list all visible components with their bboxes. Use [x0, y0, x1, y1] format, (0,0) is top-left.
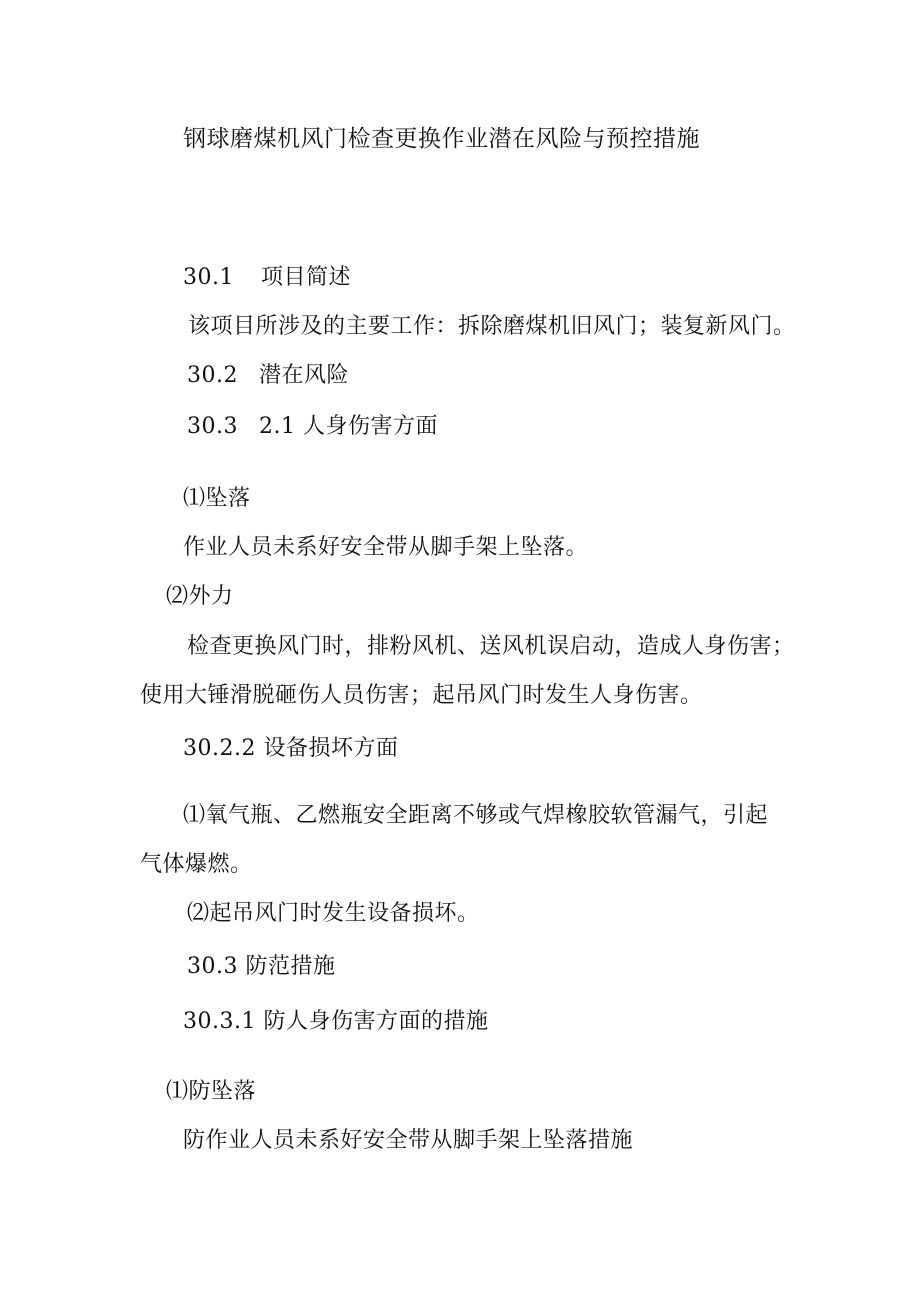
section-title: 项目简述	[261, 265, 352, 290]
external-force-heading: ⑵外力	[166, 584, 234, 609]
fall-text: 作业人员未系好安全带从脚手架上坠落。	[183, 535, 589, 560]
prevention-sub-heading: 30.3.1 防人身伤害方面的措施	[183, 1009, 489, 1034]
section-title: 2.1 人身伤害方面	[259, 414, 438, 439]
external-force-text-line-1: 检查更换风门时，排粉风机、送风机误启动，造成人身伤害；	[187, 634, 795, 659]
project-description-text: 该项目所涉及的主要工作：拆除磨煤机旧风门；装复新风门。	[188, 314, 796, 339]
section-number: 30.2	[187, 363, 238, 388]
fall-heading: ⑴坠落	[183, 486, 251, 511]
section-number: 30.3	[187, 414, 238, 439]
equipment-damage-heading: 30.2.2 设备损坏方面	[183, 736, 399, 761]
section-title: 潜在风险	[259, 363, 350, 388]
equipment-item-2: ⑵起吊风门时发生设备损坏。	[187, 901, 480, 926]
external-force-text-line-2: 使用大锤滑脱砸伤人员伤害；起吊风门时发生人身伤害。	[140, 683, 703, 708]
prevention-heading: 30.3 防范措施	[187, 954, 336, 979]
prevent-fall-text: 防作业人员未系好安全带从脚手架上坠落措施	[183, 1128, 634, 1153]
equipment-item-1-line-1: ⑴氧气瓶、乙燃瓶安全距离不够或气焊橡胶软管漏气，引起	[183, 803, 769, 828]
equipment-item-1-line-2: 气体爆燃。	[140, 852, 253, 877]
section-30-2-heading	[187, 361, 349, 391]
section-number: 30.1	[183, 265, 234, 290]
prevent-fall-heading: ⑴防坠落	[166, 1079, 257, 1104]
document-title: 钢球磨煤机风门检查更换作业潜在风险与预控措施	[183, 126, 700, 152]
section-30-1-heading	[183, 263, 351, 293]
section-30-3-heading	[187, 412, 438, 442]
